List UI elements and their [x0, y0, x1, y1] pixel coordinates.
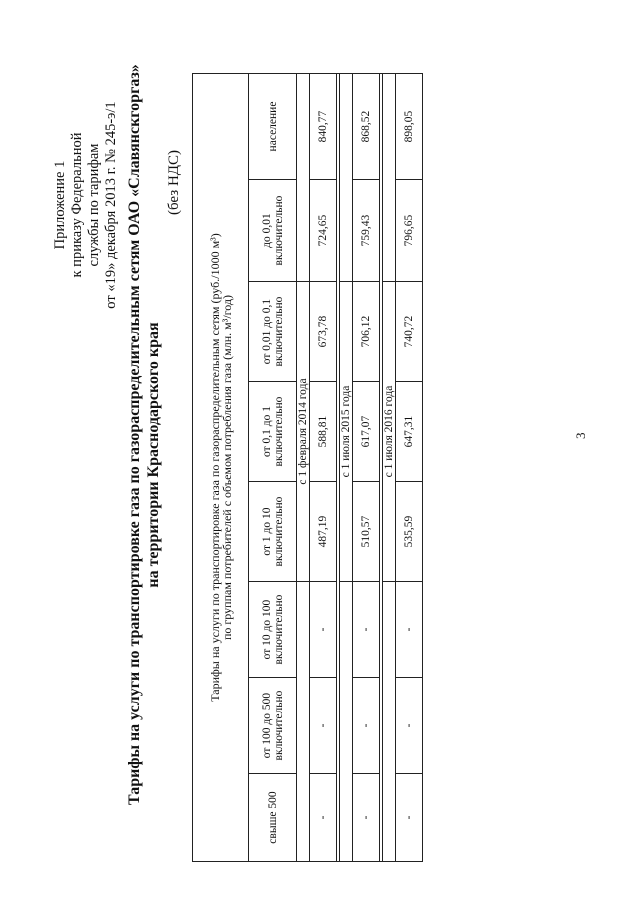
column-header: от 1 до 10 включительно	[249, 482, 297, 582]
period-row	[340, 73, 353, 861]
period-label: с 1 февраля 2014 года	[297, 282, 310, 582]
title-line-1: Тарифы на услуги по транспортировке газа по газораспределительным сетям ОАО «Славянскгоргаз»	[126, 64, 143, 805]
page-number: 3	[573, 432, 588, 439]
document-title	[125, 64, 163, 805]
table-row	[310, 73, 337, 861]
column-header: от 10 до 100 включительно	[249, 582, 297, 678]
table-main-header	[193, 73, 249, 861]
table-cell: -	[353, 774, 380, 862]
table-cell: -	[396, 678, 423, 774]
period-label: с 1 июля 2015 года	[340, 282, 353, 582]
tariff-table	[192, 73, 423, 862]
column-header-row	[249, 73, 297, 861]
table-cell: 535,59	[396, 482, 423, 582]
table-cell: 647,31	[396, 382, 423, 482]
table-cell: 617,07	[353, 382, 380, 482]
table-cell: 673,78	[310, 282, 337, 382]
table-cell: 868,52	[353, 73, 380, 179]
period-row	[297, 73, 310, 861]
appendix-reference	[52, 55, 120, 355]
table-cell: 796,65	[396, 180, 423, 282]
column-header: до 0,01 включительно	[249, 180, 297, 282]
table-cell: 706,12	[353, 282, 380, 382]
column-header: от 0,1 до 1 включительно	[249, 382, 297, 482]
table-cell: 740,72	[396, 282, 423, 382]
table-cell: -	[310, 774, 337, 862]
table-cell: 487,19	[310, 482, 337, 582]
table-cell: -	[396, 774, 423, 862]
table-row	[353, 73, 380, 861]
vat-note: (без НДС)	[166, 149, 182, 215]
column-header: от 0,01 до 0,1 включительно	[249, 282, 297, 382]
column-header: население	[249, 73, 297, 179]
table-cell: 898,05	[396, 73, 423, 179]
table-header-line-2: по группам потребителей с объемом потребления газа (млн. м³/год)	[219, 294, 234, 641]
table-cell: -	[310, 678, 337, 774]
column-header: свыше 500	[249, 774, 297, 862]
table-cell: -	[353, 582, 380, 678]
table-cell: 588,81	[310, 382, 337, 482]
table-cell: -	[396, 582, 423, 678]
table-cell: -	[353, 678, 380, 774]
column-header: от 100 до 500 включительно	[249, 678, 297, 774]
table-cell: 510,57	[353, 482, 380, 582]
appendix-line: от «19» декабря 2013 г. № 245-э/1	[103, 101, 119, 309]
table-cell: -	[310, 582, 337, 678]
appendix-line: службы по тарифам	[86, 143, 102, 267]
period-label: с 1 июля 2016 года	[383, 282, 396, 582]
title-line-2: на территории Краснодарского края	[145, 322, 162, 588]
appendix-line: Приложение 1	[52, 160, 68, 250]
table-cell: 759,43	[353, 180, 380, 282]
table-cell: 724,65	[310, 180, 337, 282]
table-header-line-1: Тарифы на услуги по транспортировке газа по газораспределительным сетям (руб./1000 м³)	[207, 233, 222, 702]
appendix-line: к приказу Федеральной	[69, 132, 85, 278]
table-row	[396, 73, 423, 861]
period-row	[383, 73, 396, 861]
table-cell: 840,77	[310, 73, 337, 179]
